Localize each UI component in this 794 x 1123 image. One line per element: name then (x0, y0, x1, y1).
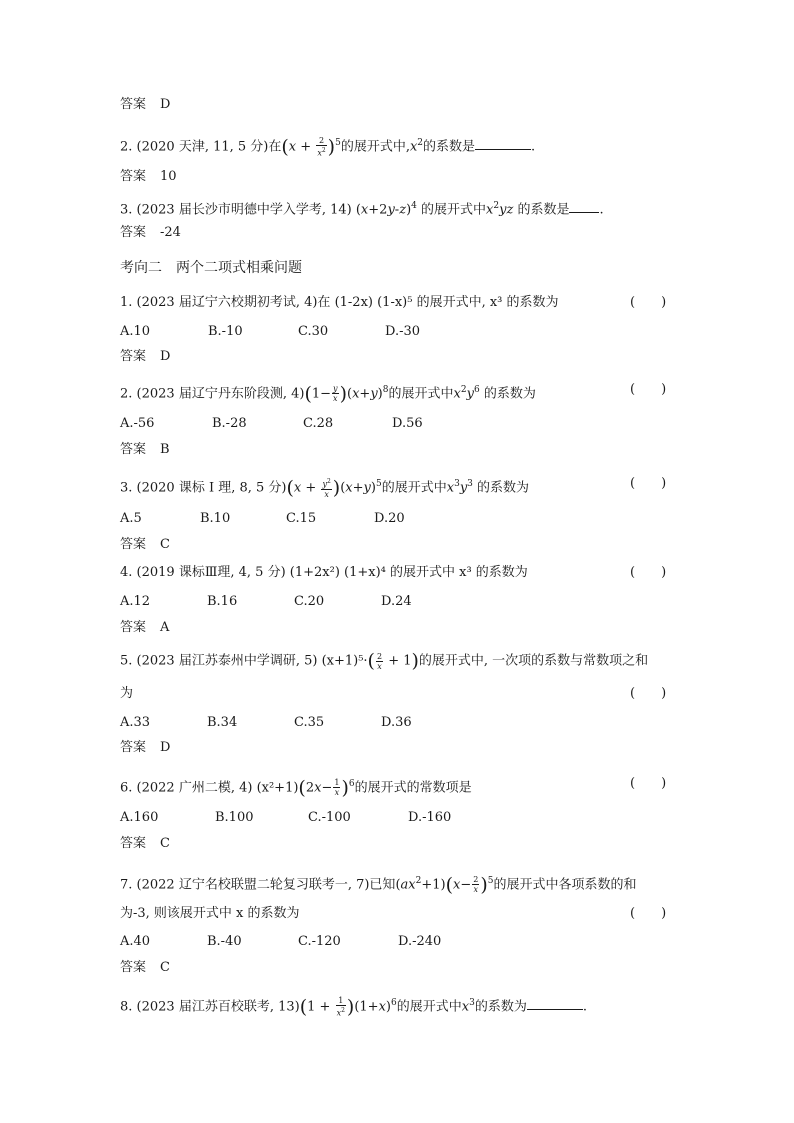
option-a: A.160 (120, 810, 159, 825)
answer-value: B (160, 442, 170, 457)
option-c: C.20 (294, 594, 325, 609)
choice-paren: ( ) (630, 776, 667, 791)
option-c: C.-100 (308, 810, 351, 825)
problem-text: 的展开式中 (421, 202, 487, 218)
option-d: D.36 (381, 715, 412, 730)
question-text: 的展开式中 (396, 999, 462, 1015)
problem-2: 2. (2020 天津, 11, 5 分)在(x + $\frac{2}{x^2}$ )$^5$的展开式中$,x^2$的系数是 . (120, 135, 536, 158)
question-text: 的展开式中 (381, 480, 447, 496)
answer-value: A (160, 620, 170, 635)
option-d: D.20 (374, 511, 405, 526)
problem-text: 的系数是 (517, 202, 570, 218)
answer-top (120, 95, 170, 115)
answer-label: 答案 (120, 960, 147, 975)
option-a: A.10 (120, 324, 151, 339)
option-b: B.16 (207, 594, 238, 609)
answer-q6 (120, 834, 170, 854)
option-b: B.10 (200, 511, 231, 526)
question-text: 的系数为 (474, 999, 527, 1015)
question-text: 的展开式中, 一次项的系数与常数项之和 (418, 653, 649, 669)
question-text: 6. (2022 广州二模, 4) (x²+1) (120, 780, 299, 796)
question-1: 1. (2023 届辽宁六校期初考试, 4)在 (1-2x) (1-x)⁵ 的展开式中, x³ 的系数为 (120, 295, 559, 310)
option-d: D.-160 (408, 810, 452, 825)
answer-label: 答案 (120, 442, 147, 457)
question-7: 7. (2022 辽宁名校联盟二轮复习联考一, 7)已知$(ax^2+1)(x-$ $\frac{2}{x}$ )$^5$的展开式中各项系数的和 (120, 873, 637, 896)
question-6: 6. (2022 广州二模, 4) (x²+1)(2x− $\frac{1}{x}$ )$^6$的展开式的常数项是 (120, 776, 472, 799)
option-d: D.24 (381, 594, 412, 609)
question-text: 的展开式中 (388, 386, 454, 402)
question-text: 的系数为 (477, 480, 530, 496)
problem-text: 3. (2023 届长沙市明德中学入学考, 14) ( (120, 202, 361, 218)
answer-label: 答案 (120, 349, 147, 364)
problem-3: 3. (2023 届长沙市明德中学入学考, 14) $(x+2y-z)^4$ 的展开式中$x^2yz$ 的系数是 . (120, 201, 604, 218)
option-c: C.15 (286, 511, 317, 526)
option-a: A.-56 (120, 416, 155, 431)
choice-paren: ( ) (630, 476, 667, 491)
answer-value: C (160, 836, 170, 851)
option-b: B.34 (207, 715, 238, 730)
question-3: 3. (2020 课标 Ⅰ 理, 8, 5 分)(x + $\frac{y^2}{x}$ )$(x+y)^5$的展开式中$x^3y^3$ 的系数为 (120, 476, 530, 499)
answer-label: 答案 (120, 620, 147, 635)
question-4: 4. (2019 课标Ⅲ理, 4, 5 分) (1+2x²) (1+x)⁴ 的展开式中 x³ 的系数为 (120, 565, 528, 580)
answer-label: 答案 (120, 740, 147, 755)
question-text: 8. (2023 届江苏百校联考, 13) (120, 999, 300, 1015)
answer-p3 (120, 223, 181, 243)
option-a: A.12 (120, 594, 151, 609)
answer-q3 (120, 535, 170, 555)
question-5-line2: 为 (120, 686, 134, 701)
answer-label: 答案 (120, 97, 147, 112)
question-text: 的展开式的常数项是 (354, 780, 472, 796)
option-a: A.5 (120, 511, 142, 526)
answer-value: 10 (160, 169, 177, 184)
answer-label: 答案 (120, 836, 147, 851)
answer-q5 (120, 738, 170, 758)
option-b: B.-28 (212, 416, 247, 431)
answer-q4 (120, 618, 169, 638)
answer-value: -24 (160, 225, 181, 240)
option-c: C.30 (298, 324, 329, 339)
option-b: B.100 (215, 810, 254, 825)
question-text: 7. (2022 辽宁名校联盟二轮复习联考一, 7)已知 (120, 877, 396, 893)
answer-label: 答案 (120, 537, 147, 552)
option-a: A.40 (120, 934, 151, 949)
answer-blank (569, 200, 599, 213)
option-d: D.-30 (385, 324, 421, 339)
question-7-line2: 为-3, 则该展开式中 x 的系数为 (120, 906, 300, 921)
option-b: B.-10 (208, 324, 243, 339)
choice-paren: ( ) (630, 906, 667, 921)
answer-p2 (120, 167, 177, 187)
question-8: 8. (2023 届江苏百校联考, 13)(1 + $\frac{1}{x^2}$ )$(1+x)^6$的展开式中$x^3$的系数为 . (120, 995, 587, 1018)
question-5: 5. (2023 届江苏泰州中学调研, 5) (x+1)⁵·( $\frac{2}{x}$ + 1)的展开式中, 一次项的系数与常数项之和 (120, 650, 649, 672)
option-a: A.33 (120, 715, 151, 730)
option-d: D.56 (392, 416, 423, 431)
choice-paren: ( ) (630, 382, 667, 397)
question-2: 2. (2023 届辽宁丹东阶段测, 4)(1− $\frac{y}{x}$ )$(x+y)^8$的展开式中$x^2y^6$ 的系数为 (120, 382, 536, 405)
answer-q1 (120, 347, 170, 367)
answer-value: D (160, 740, 171, 755)
answer-value: C (160, 537, 170, 552)
answer-q7 (120, 958, 170, 978)
problem-text: 2. (2020 天津, 11, 5 分)在 (120, 139, 282, 155)
option-c: C.35 (294, 715, 325, 730)
answer-value: D (160, 349, 171, 364)
option-c: C.-120 (298, 934, 341, 949)
question-text: 的展开式中各项系数的和 (493, 877, 637, 893)
option-c: C.28 (303, 416, 334, 431)
question-text: 2. (2023 届辽宁丹东阶段测, 4) (120, 386, 305, 402)
choice-paren: ( ) (630, 565, 667, 580)
problem-text: 的展开式中, (340, 139, 410, 155)
answer-blank (527, 997, 583, 1010)
question-text: 的系数为 (483, 386, 536, 402)
problem-text: 的系数是 (423, 139, 476, 155)
choice-paren: ( ) (630, 295, 667, 310)
section-title: 考向二 两个二项式相乘问题 (120, 260, 302, 276)
option-b: B.-40 (207, 934, 242, 949)
question-text: 5. (2023 届江苏泰州中学调研, 5) (x+1)⁵· (120, 653, 368, 669)
answer-blank (475, 137, 531, 150)
answer-value: D (160, 97, 171, 112)
option-d: D.-240 (398, 934, 442, 949)
choice-paren: ( ) (630, 686, 667, 701)
answer-label: 答案 (120, 225, 147, 240)
question-text: 3. (2020 课标 Ⅰ 理, 8, 5 分) (120, 480, 287, 496)
answer-value: C (160, 960, 170, 975)
answer-label: 答案 (120, 169, 147, 184)
answer-q2 (120, 440, 170, 460)
